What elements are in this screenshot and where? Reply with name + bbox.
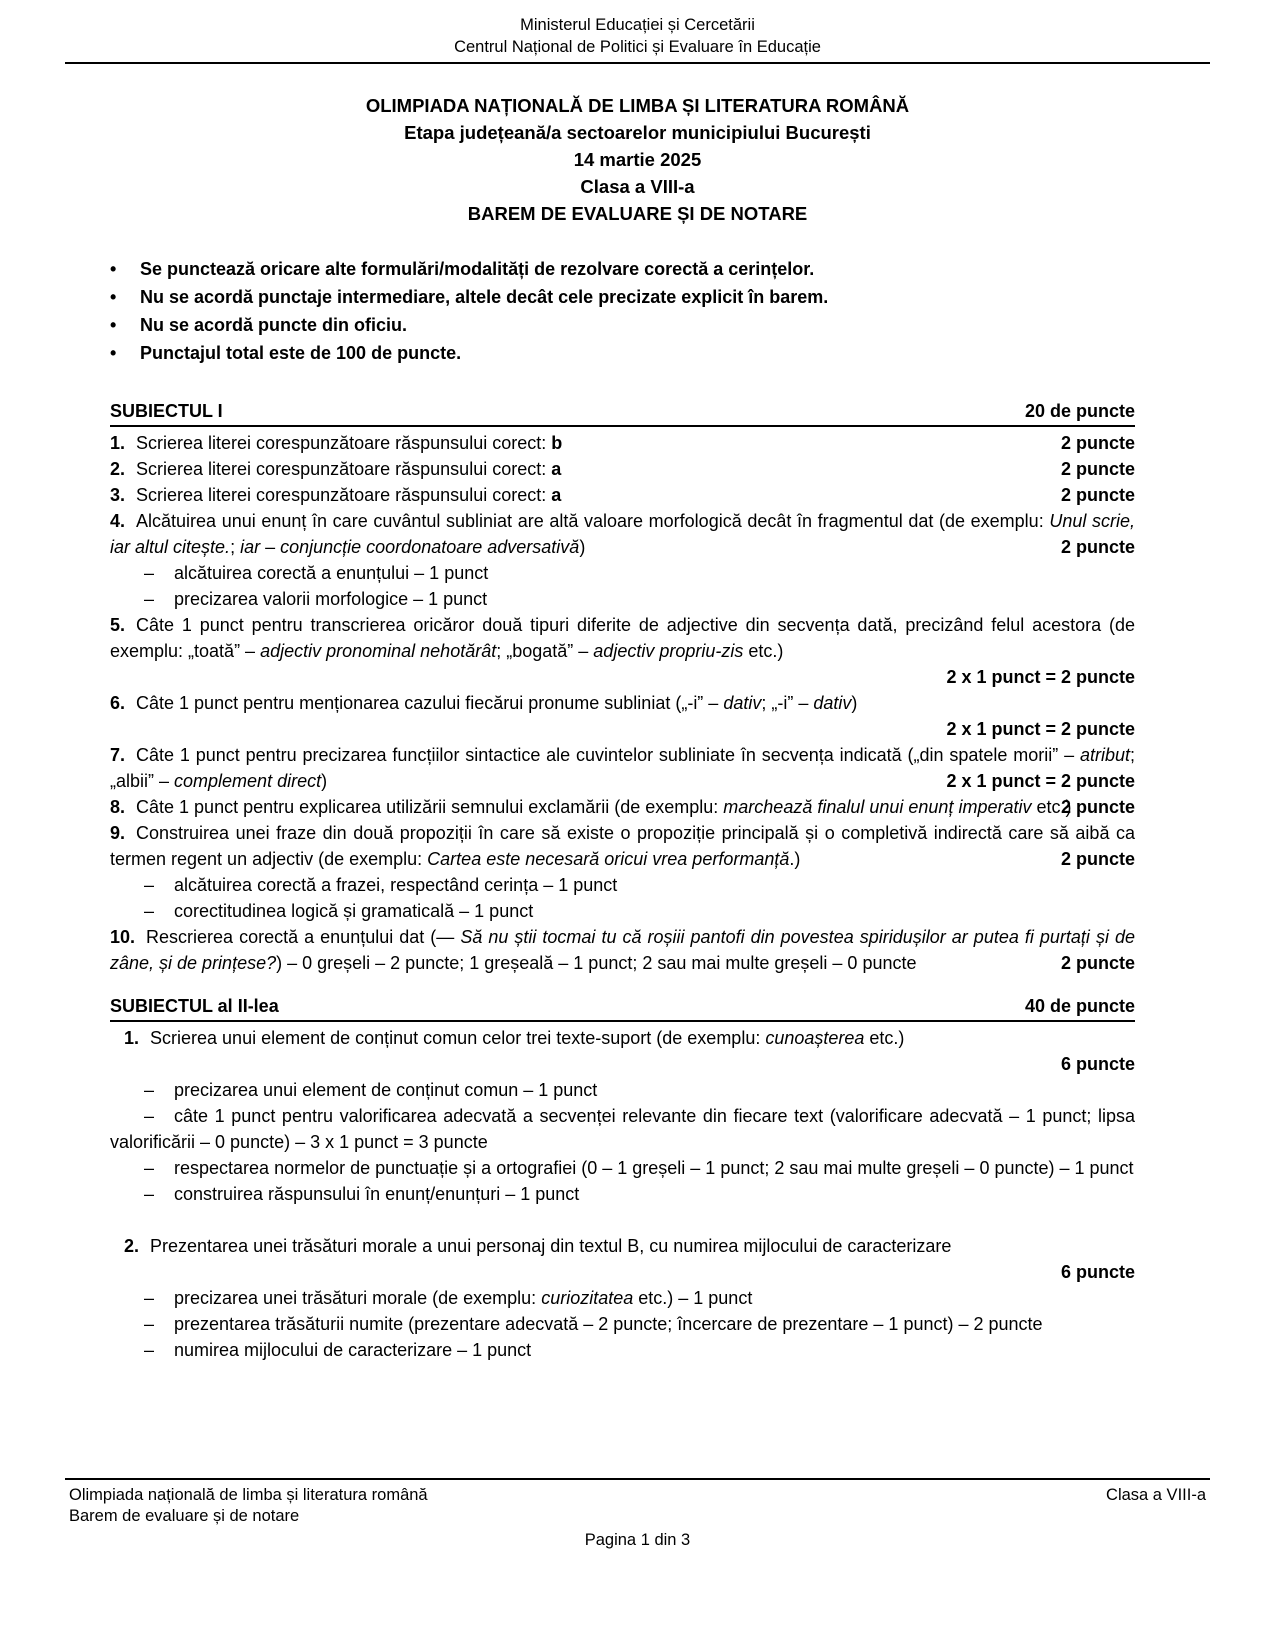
sub-item: [110, 560, 1135, 586]
footer-doc-subtitle: Barem de evaluare și de notare: [69, 1507, 300, 1525]
text-segment: Câte 1 punct pentru precizarea funcțiilor sintactice ale cuvintelor subliniate în secvența indicată („din spatele morii” –: [136, 745, 1080, 765]
sub-item: [110, 1285, 1135, 1311]
dash-icon: –: [144, 589, 155, 609]
dash-icon: –: [144, 1080, 155, 1100]
bullet-item: [110, 339, 1135, 367]
text-segment: corectitudinea logică și gramaticală – 1 punct: [174, 901, 534, 921]
dash-icon: –: [144, 901, 155, 921]
item-text: [110, 690, 1135, 716]
dash-icon: –: [144, 1340, 155, 1360]
text-segment: ): [851, 693, 858, 713]
item-points-line: 2 x 1 punct = 2 puncte: [946, 667, 1135, 687]
document-footer: [65, 1478, 1210, 1551]
title-line-5: BAREM DE EVALUARE ȘI DE NOTARE: [467, 203, 808, 224]
bullet-icon: •: [110, 287, 117, 307]
title-line-3: 14 martie 2025: [573, 149, 702, 170]
text-segment: Cartea este necesară oricui vrea performanță: [427, 849, 790, 869]
bullet-icon: •: [110, 259, 117, 279]
title-line-1: OLIMPIADA NAȚIONALĂ DE LIMBA ȘI LITERATURA ROMÂNĂ: [365, 95, 910, 116]
text-segment: Să nu știi tocmai tu că roșiii pantofi din povestea spiridușilor ar putea fi purtați și de zâne, și de prințese?: [110, 927, 1135, 973]
section-title: SUBIECTUL al II-lea: [110, 996, 279, 1016]
text-segment: a: [551, 485, 562, 505]
text-segment: precizarea unui element de conținut comun – 1 punct: [174, 1080, 598, 1100]
dash-icon: –: [144, 1184, 155, 1204]
item-number: 5.: [110, 615, 126, 635]
bullet-text: Se punctează oricare alte formulări/modalități de rezolvare corectă a cerințelor.: [140, 259, 815, 279]
item-text: [110, 820, 1135, 872]
item-number: 7.: [110, 745, 126, 765]
dash-icon: –: [144, 1288, 155, 1308]
text-segment: respectarea normelor de punctuație și a ortografiei (0 – 1 greșeli – 1 punct; 2 sau mai multe greșeli – 0 puncte) – 1 punct: [174, 1158, 1134, 1178]
text-segment: ;: [230, 537, 241, 557]
text-segment: marchează finalul unui enunț imperativ: [723, 797, 1032, 817]
item-text: [110, 612, 1135, 664]
text-segment: numirea mijlocului de caracterizare – 1 punct: [174, 1340, 532, 1360]
text-segment: precizarea valorii morfologice – 1 punct: [174, 589, 488, 609]
section-points: 20 de puncte: [1024, 401, 1135, 421]
item-points: 2 x 1 punct = 2 puncte: [946, 771, 1135, 791]
footer-row: [65, 1485, 1210, 1527]
item-text: [110, 508, 1135, 560]
bullet-text: Nu se acordă puncte din oficiu.: [140, 315, 408, 335]
text-segment: Scrierea literei corespunzătoare răspunsului corect:: [136, 433, 552, 453]
section-2: [110, 994, 1135, 1363]
dash-icon: –: [144, 1106, 155, 1126]
text-segment: Scrierea unui element de conținut comun celor trei texte-suport (de exemplu:: [150, 1028, 766, 1048]
title-line-4: Clasa a VIII-a: [580, 176, 695, 197]
text-segment: Câte 1 punct pentru menționarea cazului fiecărui pronume subliniat („-i” –: [136, 693, 724, 713]
text-segment: .): [789, 849, 801, 869]
text-segment: Rescrierea corectă a enunțului dat (—: [146, 927, 461, 947]
bullet-item: [110, 255, 1135, 283]
sub-item: [110, 898, 1135, 924]
text-segment: ; „-i” –: [761, 693, 814, 713]
item-number: 2.: [124, 1236, 140, 1256]
document-header: [65, 14, 1210, 64]
item-text: [110, 794, 1135, 820]
text-segment: atribut: [1079, 745, 1130, 765]
text-segment: Câte 1 punct pentru transcrierea oricăror două tipuri diferite de adjective din secvența dată, precizând felul acestora (de exemplu: „toată” –: [110, 615, 1135, 661]
text-segment: iar: [240, 537, 261, 557]
text-segment: Alcătuirea unui enunț în care cuvântul subliniat are altă valoare morfologică decât în fragmentul dat (de exemplu:: [136, 511, 1050, 531]
section-points: 40 de puncte: [1024, 996, 1135, 1016]
text-segment: adjectiv propriu-zis: [593, 641, 744, 661]
item-number: 3.: [110, 485, 126, 505]
text-segment: b: [551, 433, 563, 453]
text-segment: alcătuirea corectă a enunțului – 1 punct: [174, 563, 489, 583]
item-points: 2 puncte: [1060, 849, 1135, 869]
dash-icon: –: [144, 1158, 155, 1178]
item-text: [110, 924, 1135, 976]
sub-item: [110, 872, 1135, 898]
bullet-item: [110, 311, 1135, 339]
text-segment: cunoașterea: [765, 1028, 865, 1048]
text-segment: Unul scrie, iar altul citește.: [110, 511, 1135, 557]
section-1: [110, 399, 1135, 976]
text-segment: etc.): [743, 641, 784, 661]
text-segment: complement direct: [174, 771, 322, 791]
text-segment: etc.): [864, 1028, 905, 1048]
text-segment: Scrierea literei corespunzătoare răspunsului corect:: [136, 459, 552, 479]
footer-page-number: Pagina 1 din 3: [584, 1531, 691, 1549]
bullet-item: [110, 283, 1135, 311]
dash-icon: –: [144, 563, 155, 583]
text-segment: prezentarea trăsăturii numite (prezentare adecvată – 2 puncte; încercare de prezentare – 1 punct) – 2 puncte: [174, 1314, 1043, 1334]
section-heading: [110, 994, 1135, 1022]
text-segment: etc.): [1031, 797, 1072, 817]
item-points-line: 6 puncte: [1060, 1262, 1135, 1282]
item-text: [110, 742, 1135, 794]
header-ministry-line: Ministerul Educației și Cercetării: [520, 16, 755, 34]
item-number: 10.: [110, 927, 136, 947]
text-segment: Construirea unei fraze din două propoziții în care să existe o propoziție principală și o completivă indirectă care să aibă ca termen regent un adjectiv (de exemplu:: [110, 823, 1135, 869]
footer-left: [69, 1485, 428, 1527]
bullet-icon: •: [110, 343, 117, 363]
text-segment: câte 1 punct pentru valorificarea adecvată a secvenței relevante din fiecare text (valorificare adecvată – 1 punct; lipsa valorificării – 0 puncte) – 3 x 1 punct = 3 puncte: [110, 1106, 1135, 1152]
bullet-list: [110, 255, 1135, 367]
item-points: 2 puncte: [1060, 953, 1135, 973]
item-number: 4.: [110, 511, 126, 531]
item-text: [110, 1233, 1135, 1259]
sub-item: [110, 586, 1135, 612]
item-number: 6.: [110, 693, 126, 713]
item-text: [110, 430, 1135, 456]
text-segment: Câte 1 punct pentru explicarea utilizării semnului exclamării (de exemplu:: [136, 797, 724, 817]
text-segment: Scrierea literei corespunzătoare răspunsului corect:: [136, 485, 552, 505]
section-heading: [110, 399, 1135, 427]
item-number: 2.: [110, 459, 126, 479]
item-number: 8.: [110, 797, 126, 817]
title-block: [65, 92, 1210, 227]
text-segment: conjuncție coordonatoare adversativă: [280, 537, 580, 557]
sub-item: [110, 1337, 1135, 1363]
bullet-text: Punctajul total este de 100 de puncte.: [140, 343, 462, 363]
text-segment: dativ: [813, 693, 852, 713]
sub-item: [110, 1103, 1135, 1155]
text-segment: ) – 0 greșeli – 2 puncte; 1 greșeală – 1 punct; 2 sau mai multe greșeli – 0 puncte: [276, 953, 917, 973]
item-number: 9.: [110, 823, 126, 843]
dash-icon: –: [144, 1314, 155, 1334]
text-segment: ): [321, 771, 328, 791]
text-segment: curiozitatea: [541, 1288, 634, 1308]
text-segment: alcătuirea corectă a frazei, respectând cerința – 1 punct: [174, 875, 618, 895]
item-points-line: 6 puncte: [1060, 1054, 1135, 1074]
text-segment: ; „albii” –: [110, 745, 1135, 791]
item-points: 2 puncte: [1060, 459, 1135, 479]
sections: [110, 399, 1135, 1363]
text-segment: adjectiv pronominal nehotărât: [260, 641, 497, 661]
footer-class-label: Clasa a VIII-a: [1106, 1486, 1206, 1504]
item-text: [110, 456, 1135, 482]
text-segment: etc.) – 1 punct: [633, 1288, 753, 1308]
item-points: 2 puncte: [1060, 433, 1135, 453]
item-text: [110, 482, 1135, 508]
bullet-icon: •: [110, 315, 117, 335]
item-number: 1.: [124, 1028, 140, 1048]
sub-item: [110, 1077, 1135, 1103]
text-segment: dativ: [723, 693, 762, 713]
sub-item: [110, 1181, 1135, 1207]
section-title: SUBIECTUL I: [110, 401, 223, 421]
footer-doc-title: Olimpiada națională de limba și literatura română: [69, 1486, 428, 1504]
bullet-text: Nu se acordă punctaje intermediare, altele decât cele precizate explicit în barem.: [140, 287, 829, 307]
document-content: [110, 255, 1135, 1363]
item-points: 2 puncte: [1060, 537, 1135, 557]
title-line-2: Etapa județeană/a sectoarelor municipiului București: [404, 122, 871, 143]
text-segment: ): [579, 537, 586, 557]
text-segment: ; „bogată” –: [496, 641, 594, 661]
text-segment: –: [260, 537, 281, 557]
text-segment: Prezentarea unei trăsături morale a unui personaj din textul B, cu numirea mijlocului de caracterizare: [150, 1236, 952, 1256]
item-points: 2 puncte: [1060, 485, 1135, 505]
text-segment: a: [551, 459, 562, 479]
sub-item: [110, 1155, 1135, 1181]
text-segment: precizarea unei trăsături morale (de exemplu:: [174, 1288, 542, 1308]
item-points-line: 2 x 1 punct = 2 puncte: [946, 719, 1135, 739]
sub-item: [110, 1311, 1135, 1337]
item-text: [110, 1025, 1135, 1051]
dash-icon: –: [144, 875, 155, 895]
item-points: 2 puncte: [1060, 797, 1135, 817]
text-segment: construirea răspunsului în enunț/enunțuri – 1 punct: [174, 1184, 580, 1204]
header-center-line: Centrul Național de Politici și Evaluare în Educație: [454, 38, 821, 56]
item-number: 1.: [110, 433, 126, 453]
